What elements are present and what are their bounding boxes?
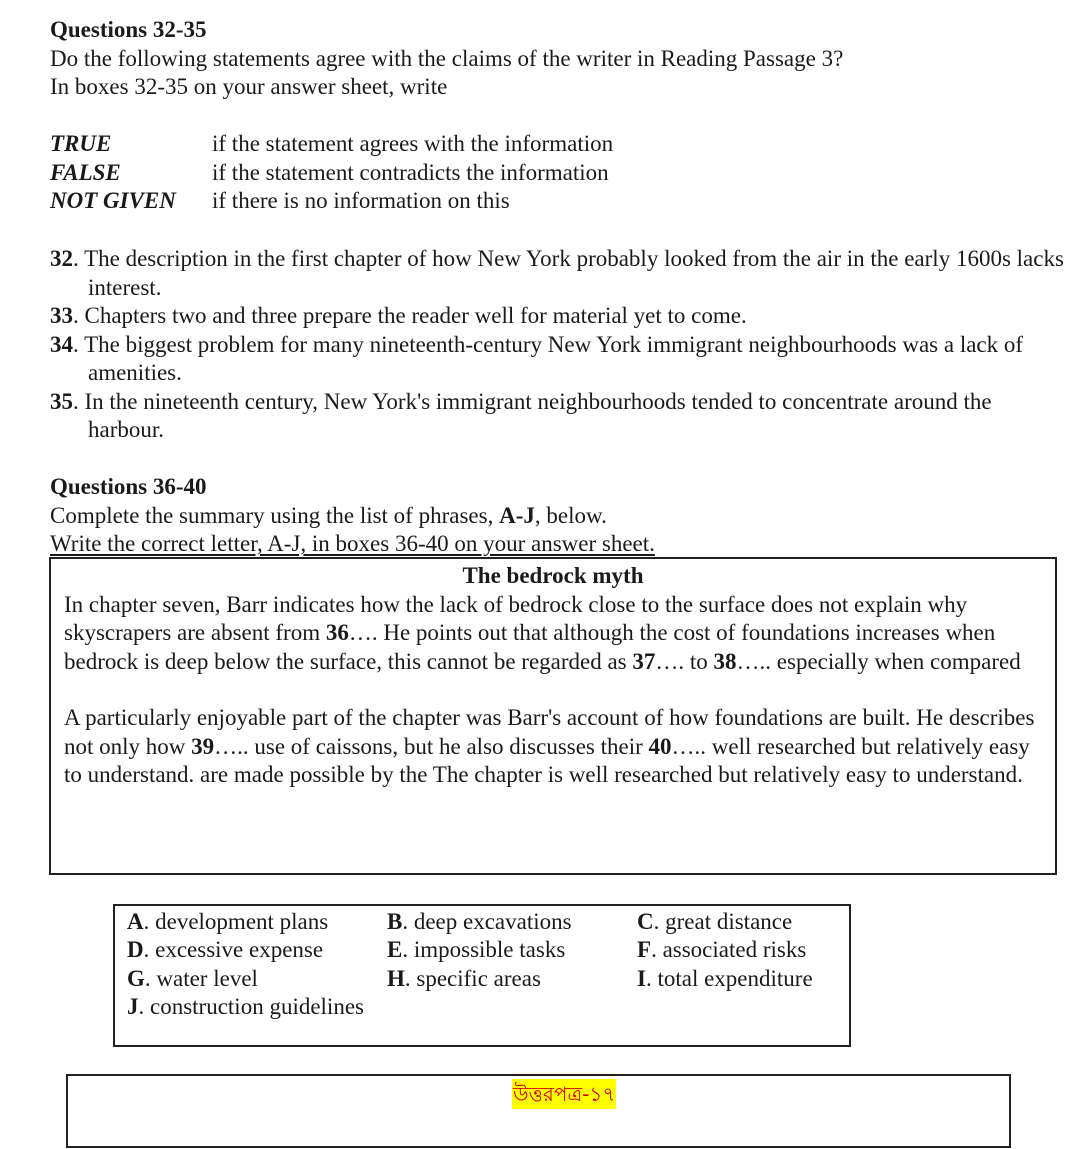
instruction-pre: Complete the summary using the list of phrases, bbox=[50, 502, 500, 528]
phrase-options-box bbox=[113, 904, 851, 1047]
option-letter: G bbox=[127, 966, 145, 991]
section1-instruction-1: Do the following statements agree with the claims of the writer in Reading Passage 3? bbox=[50, 45, 844, 71]
option-text: . specific areas bbox=[404, 966, 541, 991]
instruction-post: , below. bbox=[534, 502, 607, 528]
question-item bbox=[50, 388, 1072, 445]
option-text: . development plans bbox=[143, 909, 329, 934]
summary-text: ….. use of caissons, but he also discusses their bbox=[214, 733, 649, 759]
legend-desc: if the statement contradicts the information bbox=[212, 159, 609, 185]
summary-text: …. to bbox=[655, 648, 714, 674]
gap-39: 39 bbox=[191, 733, 215, 759]
legend-term: TRUE bbox=[50, 131, 112, 156]
summary-title: The bedrock myth bbox=[462, 563, 644, 588]
instruction-range: A-J bbox=[499, 502, 535, 528]
summary-box bbox=[49, 557, 1057, 875]
option-a bbox=[127, 908, 328, 937]
legend-desc: if the statement agrees with the information bbox=[212, 131, 614, 156]
question-text: . The biggest problem for many nineteenth-century New York immigrant neighbourhoods was a lack of amenities. bbox=[73, 331, 1024, 385]
option-letter: C bbox=[637, 909, 654, 934]
question-list bbox=[50, 245, 1072, 445]
option-letter: H bbox=[387, 966, 405, 991]
question-number: 33 bbox=[50, 303, 73, 328]
summary-paragraph-2 bbox=[64, 704, 1044, 790]
legend-row bbox=[50, 159, 613, 188]
option-text: . impossible tasks bbox=[402, 937, 566, 962]
question-number: 34 bbox=[50, 331, 73, 357]
question-number: 32 bbox=[50, 246, 73, 271]
summary-paragraph-1 bbox=[64, 591, 1044, 677]
legend-desc: if there is no information on this bbox=[212, 188, 510, 213]
gap-37: 37 bbox=[632, 648, 656, 674]
option-text: . construction guidelines bbox=[138, 994, 364, 1019]
option-text: . total expenditure bbox=[645, 966, 813, 991]
gap-40: 40 bbox=[648, 733, 672, 759]
option-letter: A bbox=[127, 909, 144, 934]
option-d bbox=[127, 936, 323, 965]
question-item bbox=[50, 331, 1072, 388]
option-letter: J bbox=[127, 994, 139, 1019]
gap-36: 36 bbox=[325, 620, 349, 645]
answer-key-box bbox=[66, 1074, 1011, 1148]
answer-key-label: উত্তরপত্র-১৭ bbox=[512, 1079, 616, 1109]
section2-heading: Questions 36-40 bbox=[50, 474, 207, 499]
question-number: 35 bbox=[50, 388, 73, 414]
question-text: . Chapters two and three prepare the reader well for material yet to come. bbox=[73, 303, 747, 328]
option-letter: D bbox=[127, 937, 144, 962]
section2-instruction-1 bbox=[50, 502, 1060, 531]
legend-row bbox=[50, 187, 613, 216]
option-text: . associated risks bbox=[651, 937, 807, 962]
question-item bbox=[50, 302, 1072, 331]
option-letter: B bbox=[387, 909, 403, 934]
option-text: . deep excavations bbox=[402, 909, 572, 934]
option-letter: I bbox=[637, 966, 646, 991]
option-i bbox=[637, 965, 813, 994]
option-j bbox=[127, 993, 364, 1022]
summary-text: In chapter seven, Barr indicates how the lack of bedrock close to the surface does not explain why skyscrapers are absent from bbox=[64, 591, 968, 645]
legend-row bbox=[50, 130, 613, 159]
gap-38: 38 bbox=[713, 648, 737, 674]
legend-term: NOT GIVEN bbox=[50, 188, 176, 213]
option-letter: E bbox=[387, 937, 403, 962]
answer-legend bbox=[50, 130, 613, 216]
section-questions-36-40 bbox=[50, 473, 1060, 559]
question-text: . In the nineteenth century, New York's immigrant neighbourhoods tended to concentrate around the harbour. bbox=[73, 388, 992, 442]
summary-text: ….. well researched but relatively easy to understand. are made possible by the The chapter is well researched but relatively easy to understand. bbox=[64, 733, 1030, 787]
option-f bbox=[637, 936, 806, 965]
option-text: . excessive expense bbox=[143, 937, 324, 962]
summary-text: …. He points out that although the cost of foundations increases when bedrock is deep below the surface, this cannot be regarded as bbox=[64, 620, 996, 674]
option-h bbox=[387, 965, 541, 994]
section1-instruction-2: In boxes 32-35 on your answer sheet, write bbox=[50, 74, 448, 99]
section1-heading: Questions 32-35 bbox=[50, 17, 207, 42]
section-questions-32-35 bbox=[50, 16, 1060, 102]
option-text: . great distance bbox=[653, 909, 793, 934]
option-e bbox=[387, 936, 565, 965]
option-text: . water level bbox=[144, 966, 258, 991]
question-text: . The description in the first chapter of how New York probably looked from the air in the early 1600s lacks interest. bbox=[73, 246, 1064, 300]
question-item bbox=[50, 245, 1072, 302]
option-letter: F bbox=[637, 937, 652, 962]
option-b bbox=[387, 908, 572, 937]
summary-text: A particularly enjoyable part of the chapter was Barr's account of how foundations are built. He describes not only how bbox=[64, 705, 1035, 759]
summary-text: ….. especially when compared bbox=[736, 648, 1021, 674]
legend-term: FALSE bbox=[50, 159, 121, 185]
option-g bbox=[127, 965, 258, 994]
option-c bbox=[637, 908, 792, 937]
section2-instruction-2: Write the correct letter, A-J, in boxes 36-40 on your answer sheet. bbox=[50, 531, 655, 556]
